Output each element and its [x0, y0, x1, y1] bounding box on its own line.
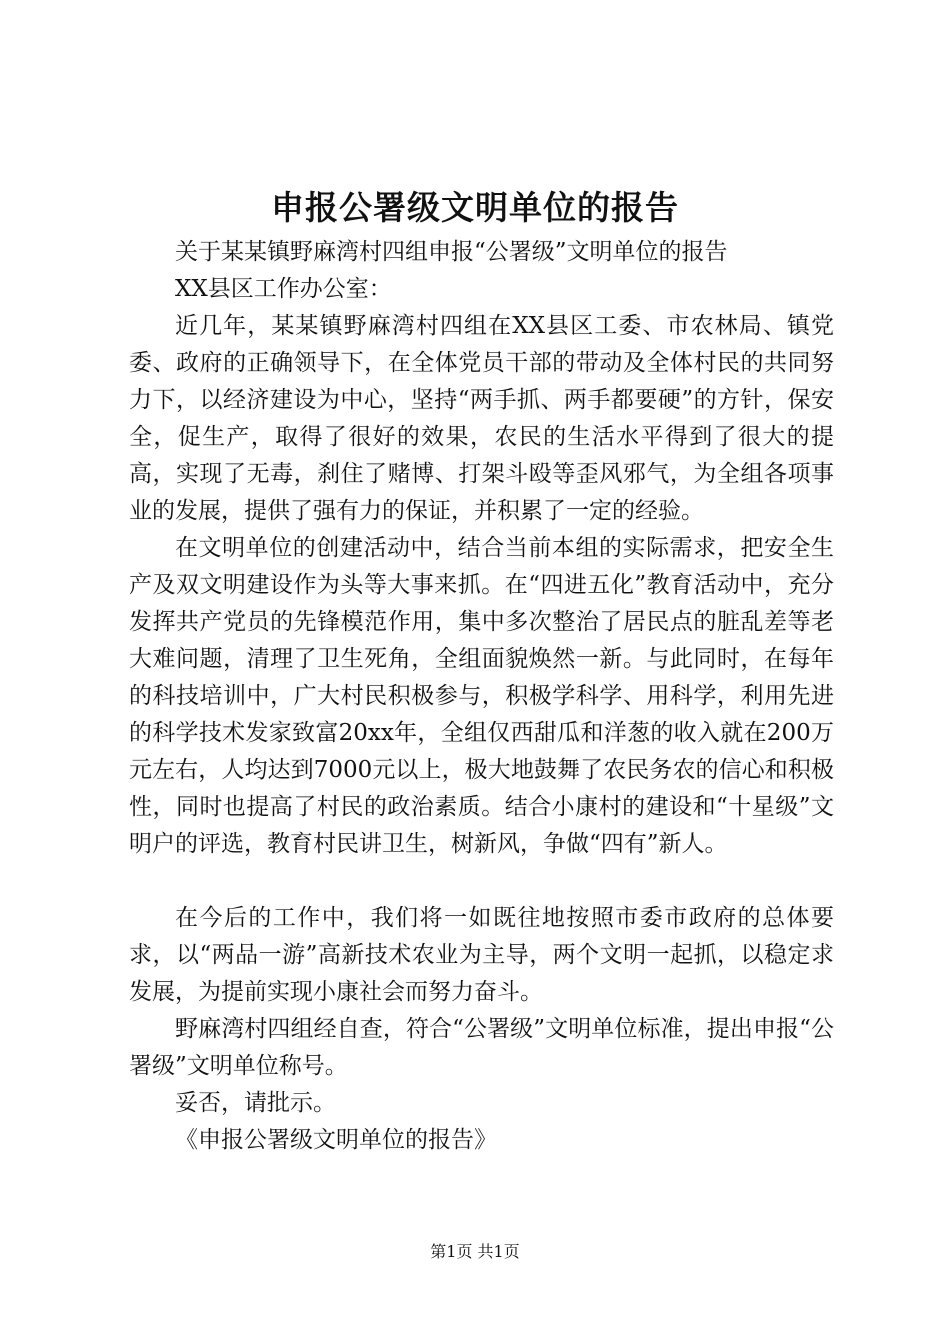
- body-paragraph: 在今后的工作中，我们将一如既往地按照市委市政府的总体要求，以“两品一游”高新技术农业为主导，两个文明一起抓，以稳定求发展，为提前实现小康社会而努力奋斗。: [129, 905, 834, 1005]
- body-paragraph: 近几年，某某镇野麻湾村四组在XX县区工委、市农林局、镇党委、政府的正确领导下，在全体党员干部的带动及全体村民的共同努力下，以经济建设为中心，坚持“两手抓、两手都要硬”的方针，保安全，促生产，取得了很好的效果，农民的生活水平得到了很大的提高，实现了无毒，刹住了赌博、打架斗殴等歪风邪气，为全组各项事业的发展，提供了强有力的保证，并积累了一定的经验。: [129, 313, 834, 524]
- document-body: [129, 234, 834, 1159]
- recipient-line: XX县区工作办公室：: [175, 276, 392, 302]
- document-title: 申报公署级文明单位的报告: [271, 188, 679, 227]
- report-subject-line: 关于某某镇野麻湾村四组申报“公署级”文明单位的报告: [175, 239, 728, 265]
- document-reference: 《申报公署级文明单位的报告》: [175, 1127, 497, 1153]
- page-number-footer: 第1页 共1页: [430, 1242, 520, 1261]
- body-paragraph: 野麻湾村四组经自查，符合“公署级”文明单位标准，提出申报“公署级”文明单位称号。: [129, 1016, 834, 1079]
- closing-request: 妥否，请批示。: [175, 1090, 336, 1116]
- body-paragraph: 在文明单位的创建活动中，结合当前本组的实际需求，把安全生产及双文明建设作为头等大事来抓。在“四进五化”教育活动中，充分发挥共产党员的先锋模范作用，集中多次整治了居民点的脏乱差等老大难问题，清理了卫生死角，全组面貌焕然一新。与此同时，在每年的科技培训中，广大村民积极参与，积极学科学、用科学，利用先进的科学技术发家致富20xx年，全组仅西甜瓜和洋葱的收入就在200万元左右，人均达到7000元以上，极大地鼓舞了农民务农的信心和积极性，同时也提高了村民的政治素质。结合小康村的建设和“十星级”文明户的评选，教育村民讲卫生，树新风，争做“四有”新人。: [129, 535, 834, 857]
